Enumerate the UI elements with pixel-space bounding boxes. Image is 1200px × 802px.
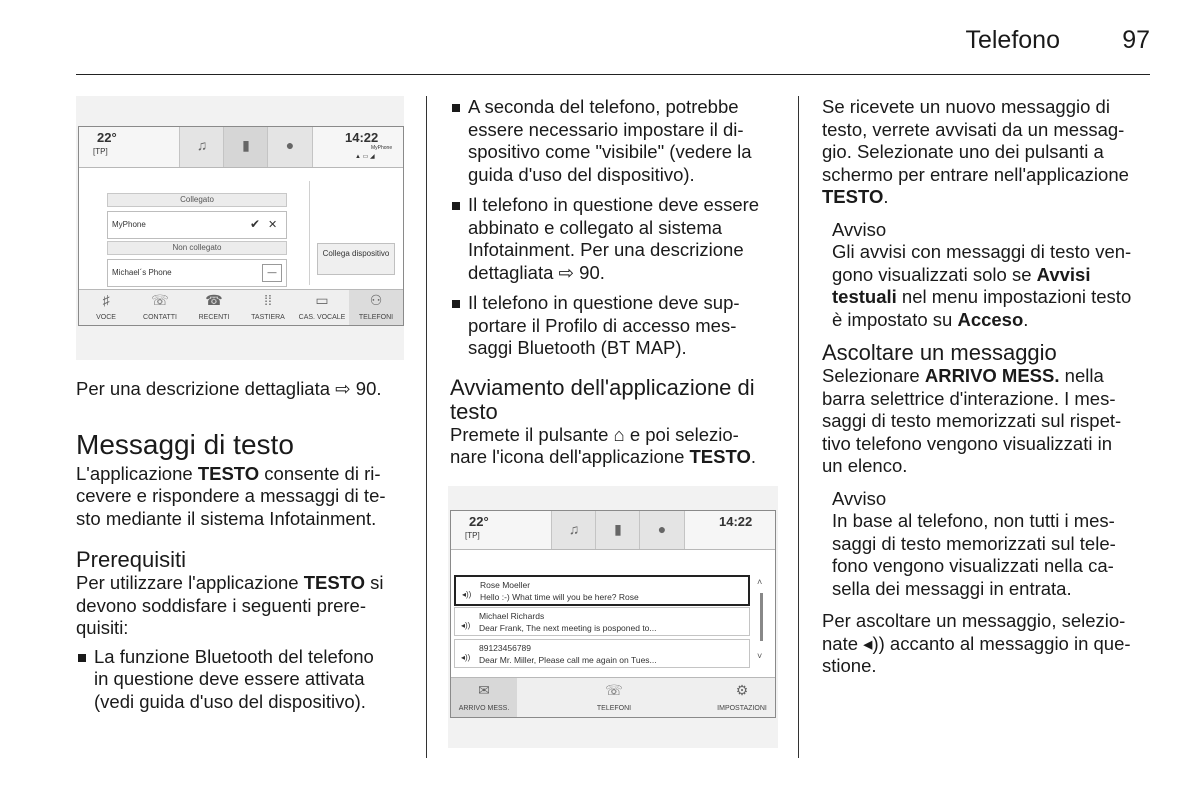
connected-header: Collegato bbox=[107, 193, 287, 207]
section-heading-ascoltare: Ascoltare un messaggio bbox=[822, 340, 1057, 365]
connect-device-button[interactable]: Collega dispositivo bbox=[317, 243, 395, 275]
remove-device-button[interactable]: — bbox=[262, 264, 282, 282]
tab-arrivo-mess[interactable] bbox=[451, 678, 517, 717]
scroll-up-icon[interactable]: ˄ bbox=[757, 577, 763, 587]
column-divider-1 bbox=[426, 96, 427, 758]
speaker-icon[interactable]: ◂)) bbox=[461, 621, 471, 630]
sender-name: Rose Moeller bbox=[480, 580, 531, 590]
tab-contatti[interactable] bbox=[133, 290, 187, 325]
column-1 bbox=[76, 378, 408, 713]
device-screen bbox=[450, 510, 776, 718]
bullet-bluetooth: La funzione Bluetooth del telefono in questione deve essere attivata (vedi guida d'uso del dispositivo). bbox=[76, 646, 408, 714]
column-divider-2 bbox=[798, 96, 799, 758]
phone-name-small: MyPhone bbox=[371, 145, 393, 151]
sender-name: 89123456789 bbox=[479, 643, 532, 653]
column-3 bbox=[822, 96, 1152, 678]
device-name: MyPhone bbox=[112, 220, 146, 229]
vertical-divider bbox=[309, 181, 310, 285]
tab-label: VOCE bbox=[96, 314, 116, 321]
tab-impostazioni[interactable] bbox=[709, 678, 775, 717]
tab-cas-vocale[interactable] bbox=[295, 290, 349, 325]
intro-paragraph: L'applicazione TESTO consente di ri- cevere e rispondere a messaggi di te- sto mediante il sistema Infotainment. bbox=[76, 462, 386, 529]
phone-devices-screenshot bbox=[76, 96, 404, 360]
message-preview: Dear Frank, The next meeting is posponed to... bbox=[479, 623, 657, 633]
phone-icon: ▮ bbox=[614, 521, 622, 537]
notice-text: Gli avvisi con messaggi di testo ven- gono visualizzati solo se Avvisi testuali nel menu impostazioni testo è impostato su Acceso. bbox=[832, 241, 1132, 330]
temperature: 22° bbox=[97, 130, 117, 145]
music-icon: ♫ bbox=[568, 521, 580, 537]
temperature: 22° bbox=[469, 514, 489, 529]
disconnect-icon[interactable]: ✕ bbox=[268, 219, 278, 231]
not-connected-header: Non collegato bbox=[107, 241, 287, 255]
status-icons: ▲ ▭ ◢ bbox=[355, 154, 375, 160]
tab-telefoni[interactable] bbox=[581, 678, 647, 717]
tp-label: [TP] bbox=[93, 147, 108, 156]
device-name: Michael´s Phone bbox=[112, 268, 172, 277]
music-tab[interactable] bbox=[179, 127, 224, 167]
page-section-title: Telefono bbox=[965, 26, 1060, 54]
section-heading-avviamento: Avviamento dell'applicazione di testo bbox=[450, 374, 755, 424]
column-2 bbox=[450, 96, 790, 469]
notice-title: Avviso bbox=[832, 487, 887, 509]
new-message-paragraph: Se ricevete un nuovo messaggio di testo, verrete avvisati da un messag- gio. Selezionate uno dei pulsanti a schermo per entrare nell'applicazione TESTO. bbox=[822, 96, 1129, 207]
section-heading-messaggi: Messaggi di testo bbox=[76, 428, 294, 460]
tab-label: CONTATTI bbox=[143, 314, 177, 321]
tab-label: CAS. VOCALE bbox=[298, 314, 346, 321]
sender-name: Michael Richards bbox=[479, 611, 545, 621]
prerequisites-paragraph: Per utilizzare l'applicazione TESTO si devono soddisfare i seguenti prere- quisiti: bbox=[76, 572, 384, 638]
settings-gear-icon: ⚙ bbox=[735, 682, 749, 698]
music-icon: ♫ bbox=[196, 137, 208, 153]
music-tab[interactable] bbox=[551, 511, 596, 549]
notice-1 bbox=[822, 219, 1152, 332]
settings-tab[interactable] bbox=[267, 127, 313, 167]
device-row-michaels-phone[interactable] bbox=[107, 259, 287, 287]
page-number: 97 bbox=[1122, 26, 1150, 54]
info-icon: ● bbox=[657, 521, 667, 537]
phone-handset-icon: ☏ bbox=[605, 682, 623, 698]
message-item[interactable] bbox=[454, 639, 750, 668]
scrollbar[interactable] bbox=[760, 593, 763, 641]
phone-tab[interactable] bbox=[223, 127, 268, 167]
device-row-myphone[interactable] bbox=[107, 211, 287, 239]
message-item[interactable] bbox=[454, 607, 750, 636]
tab-recenti[interactable] bbox=[187, 290, 241, 325]
speaker-icon: ◂)) bbox=[863, 632, 885, 654]
phone-tab[interactable] bbox=[595, 511, 640, 549]
keypad-icon: ⁞⁞ bbox=[264, 292, 272, 308]
message-item[interactable] bbox=[454, 575, 750, 606]
tab-telefoni[interactable] bbox=[349, 290, 403, 325]
settings-tab[interactable] bbox=[639, 511, 685, 549]
tab-voce[interactable] bbox=[79, 290, 133, 325]
notice-text: In base al telefono, non tutti i mes- saggi di testo memorizzati sul tele- fono vengono visualizzati nella ca- sella dei messaggi in entrata. bbox=[832, 510, 1116, 599]
tab-label: IMPOSTAZIONI bbox=[717, 705, 767, 712]
tab-label: TELEFONI bbox=[358, 314, 394, 321]
phone-icon: ▮ bbox=[242, 137, 250, 153]
message-preview: Hello :-) What time will you be here? Rose bbox=[480, 592, 639, 602]
message-preview: Dear Mr. Miller, Please call me again on Tues... bbox=[479, 655, 657, 665]
header-rule bbox=[76, 74, 1150, 75]
phones-icon: ⚇ bbox=[369, 292, 383, 308]
bullet-visible: A seconda del telefono, potrebbe essere necessario impostare il di- spositivo come "visibile" (vedere la guida d'uso del dispositivo). bbox=[450, 96, 790, 186]
start-app-paragraph: Premete il pulsante ⌂ e poi selezio- nare l'icona dell'applicazione TESTO. bbox=[450, 423, 756, 467]
tab-label: TASTIERA bbox=[251, 314, 285, 321]
info-icon: ● bbox=[285, 137, 295, 153]
tp-label: [TP] bbox=[465, 531, 480, 540]
tab-tastiera[interactable] bbox=[241, 290, 295, 325]
tab-label: ARRIVO MESS. bbox=[458, 705, 510, 712]
voicemail-icon: ▭ bbox=[315, 292, 329, 308]
clock: 14:22 bbox=[345, 130, 379, 145]
notice-title: Avviso bbox=[832, 218, 887, 240]
envelope-icon: ✉ bbox=[478, 682, 490, 698]
prerequisites-heading: Prerequisiti bbox=[76, 547, 187, 572]
voice-icon: ♯ bbox=[102, 292, 110, 308]
speaker-icon[interactable]: ◂)) bbox=[462, 590, 472, 599]
reference-text: Per una descrizione dettagliata ⇨ 90. bbox=[76, 378, 382, 399]
clock: 14:22 bbox=[719, 514, 753, 529]
bullet-bt-map: Il telefono in questione deve sup- portare il Profilo di accesso mes- saggi Bluetooth (BT MAP). bbox=[450, 292, 790, 360]
messages-screenshot bbox=[448, 486, 778, 748]
contacts-icon: ☏ bbox=[151, 292, 169, 308]
bullet-paired: Il telefono in questione deve essere abbinato e collegato al sistema Infotainment. Per una descrizione dettagliata ⇨ 90. bbox=[450, 194, 790, 284]
notice-2 bbox=[822, 488, 1152, 601]
listen-instruction-paragraph: Per ascoltare un messaggio, selezio- nate ◂)) accanto al messaggio in que- stione. bbox=[822, 610, 1131, 676]
recent-calls-icon: ☎ bbox=[205, 292, 223, 308]
device-screen bbox=[78, 126, 404, 326]
listen-paragraph: Selezionare ARRIVO MESS. nella barra selettrice d'interazione. I mes- saggi di testo memorizzati sul rispet- tivo telefono vengono visualizzati in un elenco. bbox=[822, 365, 1122, 476]
home-icon: ⌂ bbox=[613, 423, 625, 445]
speaker-icon[interactable]: ◂)) bbox=[461, 653, 471, 662]
scroll-down-icon[interactable]: ˅ bbox=[757, 651, 763, 661]
tab-label: TELEFONI bbox=[596, 705, 632, 712]
tab-label: RECENTI bbox=[198, 314, 230, 321]
connected-check-icon: ✔ bbox=[250, 217, 261, 231]
